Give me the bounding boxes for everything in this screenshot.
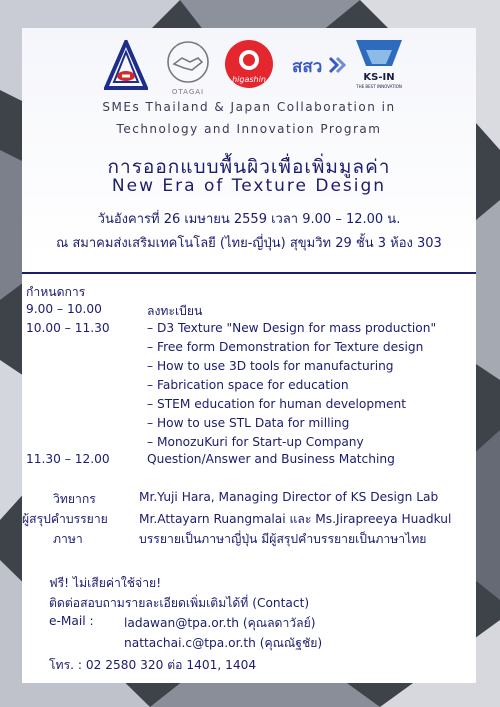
- interpreter-label: ผู้สรุปคำบรรยาย: [22, 512, 108, 526]
- schedule-time: 11.30 – 12.00: [26, 452, 110, 466]
- schedule-desc: – STEM education for human development: [147, 397, 407, 411]
- title-english: New Era of Texture Design: [111, 176, 387, 196]
- higashin-logo-icon: [223, 36, 275, 100]
- phone-number: โทร. : 02 2580 320 ต่อ 1401, 1404: [49, 658, 257, 672]
- schedule-time: 9.00 – 10.00: [26, 302, 102, 316]
- svg-text:higashin: higashin: [232, 75, 266, 84]
- schedule-heading: กำหนดการ: [26, 285, 86, 299]
- schedule-desc: Question/Answer and Business Matching: [147, 452, 395, 466]
- sstv-logo-icon: [290, 50, 346, 80]
- svg-text:THE BEST INNOVATION: THE BEST INNOVATION: [356, 84, 402, 89]
- contact-heading: ติดต่อสอบถามรายละเอียดเพิ่มเติมได้ที่ (Contact): [49, 596, 310, 610]
- speaker-label: วิทยากร: [53, 492, 96, 506]
- schedule-desc: – D3 Texture "New Design for mass production": [147, 321, 437, 335]
- schedule-desc: – MonozuKuri for Start-up Company: [147, 435, 364, 449]
- program-header-line1: SMEs Thailand & Japan Collaboration in: [102, 100, 396, 114]
- language-value: บรรยายเป็นภาษาญี่ปุ่น มีผู้สรุปคำบรรยายเป็นภาษาไทย: [139, 532, 427, 546]
- language-label: ภาษา: [53, 532, 83, 546]
- divider: [22, 272, 476, 274]
- interpreter-value: Mr.Attayarn Ruangmalai และ Ms.Jirapreeya Huadkul: [139, 512, 452, 526]
- speaker-value: Mr.Yuji Hara, Managing Director of KS Design Lab: [139, 490, 439, 504]
- schedule-time: 10.00 – 11.30: [26, 321, 110, 335]
- svg-text:KS-IN: KS-IN: [363, 72, 395, 83]
- event-venue: ณ สมาคมส่งเสริมเทคโนโลยี (ไทย-ญี่ปุ่น) สุขุมวิท 29 ชั้น 3 ห้อง 303: [56, 236, 442, 251]
- schedule-desc: – How to use STL Data for milling: [147, 416, 350, 430]
- program-header-line2: Technology and Innovation Program: [116, 122, 382, 136]
- event-date: วันอังคารที่ 26 เมษายน 2559 เวลา 9.00 – 12.00 น.: [97, 212, 401, 227]
- email-link-2[interactable]: nattachai.c@tpa.or.th (คุณณัฐชัย): [124, 636, 323, 650]
- free-notice: ฟรี! ไม่เสียค่าใช้จ่าย!: [49, 576, 162, 590]
- sponsor-logos: [22, 32, 476, 108]
- svg-text:OTAGAI: OTAGAI: [171, 88, 205, 96]
- schedule-desc: – Free form Demonstration for Texture design: [147, 340, 424, 354]
- schedule-desc: – How to use 3D tools for manufacturing: [147, 359, 394, 373]
- schedule-desc: – Fabrication space for education: [147, 378, 349, 392]
- title-thai: การออกแบบพื้นผิวเพื่อเพิ่มมูลค่า: [107, 156, 391, 178]
- flyer-card: [22, 28, 476, 683]
- svg-text:สสว: สสว: [292, 57, 323, 77]
- email-label: e-Mail :: [49, 614, 94, 628]
- schedule-desc: ลงทะเบียน: [147, 304, 203, 318]
- email-link-1[interactable]: ladawan@tpa.or.th (คุณลดาวัลย์): [124, 616, 316, 630]
- ksin-logo-icon: [352, 36, 406, 102]
- otagai-logo-icon: [162, 38, 214, 98]
- aspa-logo-icon: [104, 40, 148, 92]
